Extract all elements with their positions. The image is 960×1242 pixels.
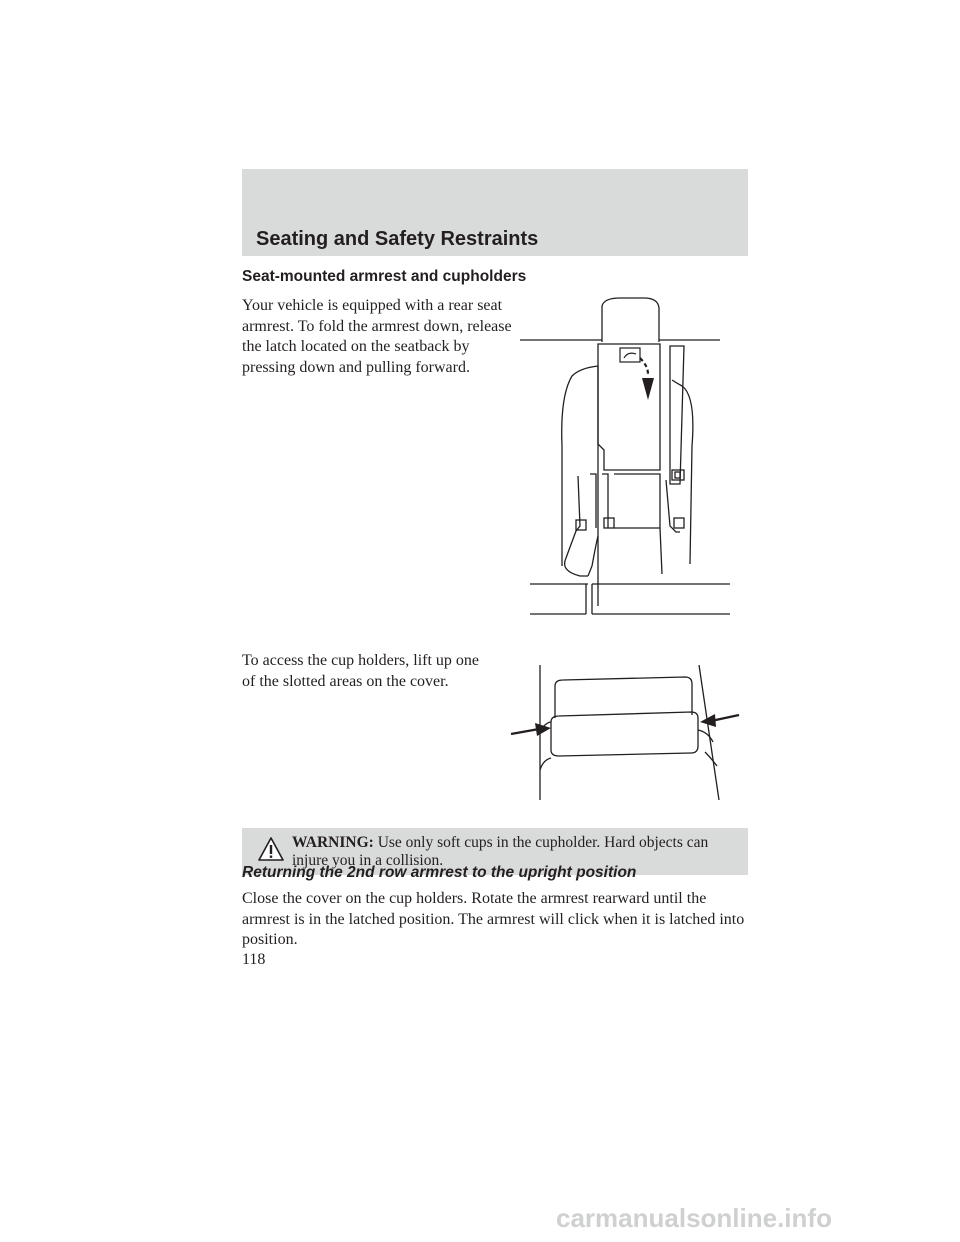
armrest-intro-text: Your vehicle is equipped with a rear seat armrest. To fold the armrest down, release the latch located on the seatback by pressing down and pulling forward. bbox=[242, 297, 512, 376]
page-number: 118 bbox=[242, 951, 266, 968]
returning-text: Close the cover on the cup holders. Rotate the armrest rearward until the armrest is in the latched position. The armrest will click when it is latched into position. bbox=[242, 890, 745, 948]
warning-body: Use only soft cups in the cupholder. Hard objects can injure you in a collision. bbox=[292, 834, 709, 869]
cupholder-text: To access the cup holders, lift up one of the slotted areas on the cover. bbox=[242, 652, 480, 690]
returning-heading: Returning the 2nd row armrest to the upright position bbox=[242, 864, 637, 881]
warning-triangle-icon bbox=[258, 837, 284, 861]
armrest-heading: Seat-mounted armrest and cupholders bbox=[242, 268, 527, 285]
section-title: Seating and Safety Restraints bbox=[256, 228, 539, 250]
warning-label: WARNING: bbox=[292, 834, 374, 851]
footer-watermark: carmanualsonline.info bbox=[556, 1203, 832, 1233]
cupholder-cover-illustration bbox=[505, 660, 745, 805]
seat-armrest-illustration bbox=[520, 296, 740, 618]
